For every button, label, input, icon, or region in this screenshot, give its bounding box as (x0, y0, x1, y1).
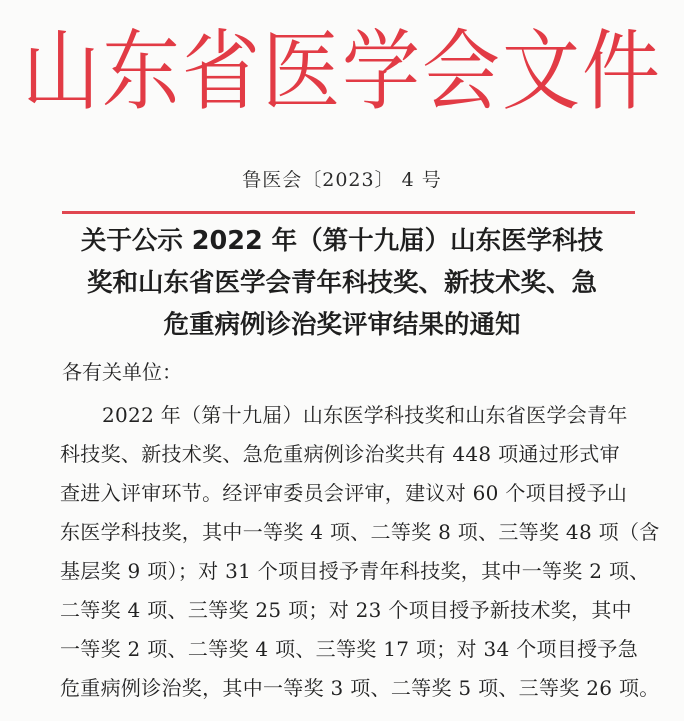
notice-title-line: 关于公示 2022 年（第十九届）山东医学科技 (80, 226, 604, 256)
body-line: 危重病例诊治奖，其中一等奖 3 项、二等奖 5 项、三等奖 26 项。 (60, 676, 660, 700)
body-line: 2022 年（第十九届）山东医学科技奖和山东省医学会青年 (102, 403, 628, 427)
notice-title (40, 220, 644, 346)
salutation: 各有关单位： (62, 360, 182, 384)
body-line: 一等奖 2 项、二等奖 4 项、三等奖 17 项；对 34 个项目授予急 (60, 637, 639, 661)
body-line: 基层奖 9 项）；对 31 个项目授予青年科技奖，其中一等奖 2 项、 (60, 559, 650, 583)
notice-title-line: 奖和山东省医学会青年科技奖、新技术奖、急 (86, 268, 597, 298)
body-line: 二等奖 4 项、三等奖 25 项；对 23 个项目授予新技术奖，其中 (60, 598, 632, 622)
notice-title-line: 危重病例诊治奖评审结果的通知 (163, 310, 521, 340)
red-divider-line (62, 211, 635, 214)
body-line: 查进入评审环节。经评审委员会评审，建议对 60 个项目授予山 (60, 481, 628, 505)
body-line: 科技奖、新技术奖、急危重病例诊治奖共有 448 项通过形式审 (60, 442, 620, 466)
document-number: 鲁医会〔2023〕 4 号 (242, 169, 442, 191)
body-paragraph (60, 396, 660, 708)
document-header-title: 山东省医学会文件 (21, 22, 662, 123)
body-line: 东医学科技奖，其中一等奖 4 项、二等奖 8 项、三等奖 48 项（含 (60, 520, 660, 544)
